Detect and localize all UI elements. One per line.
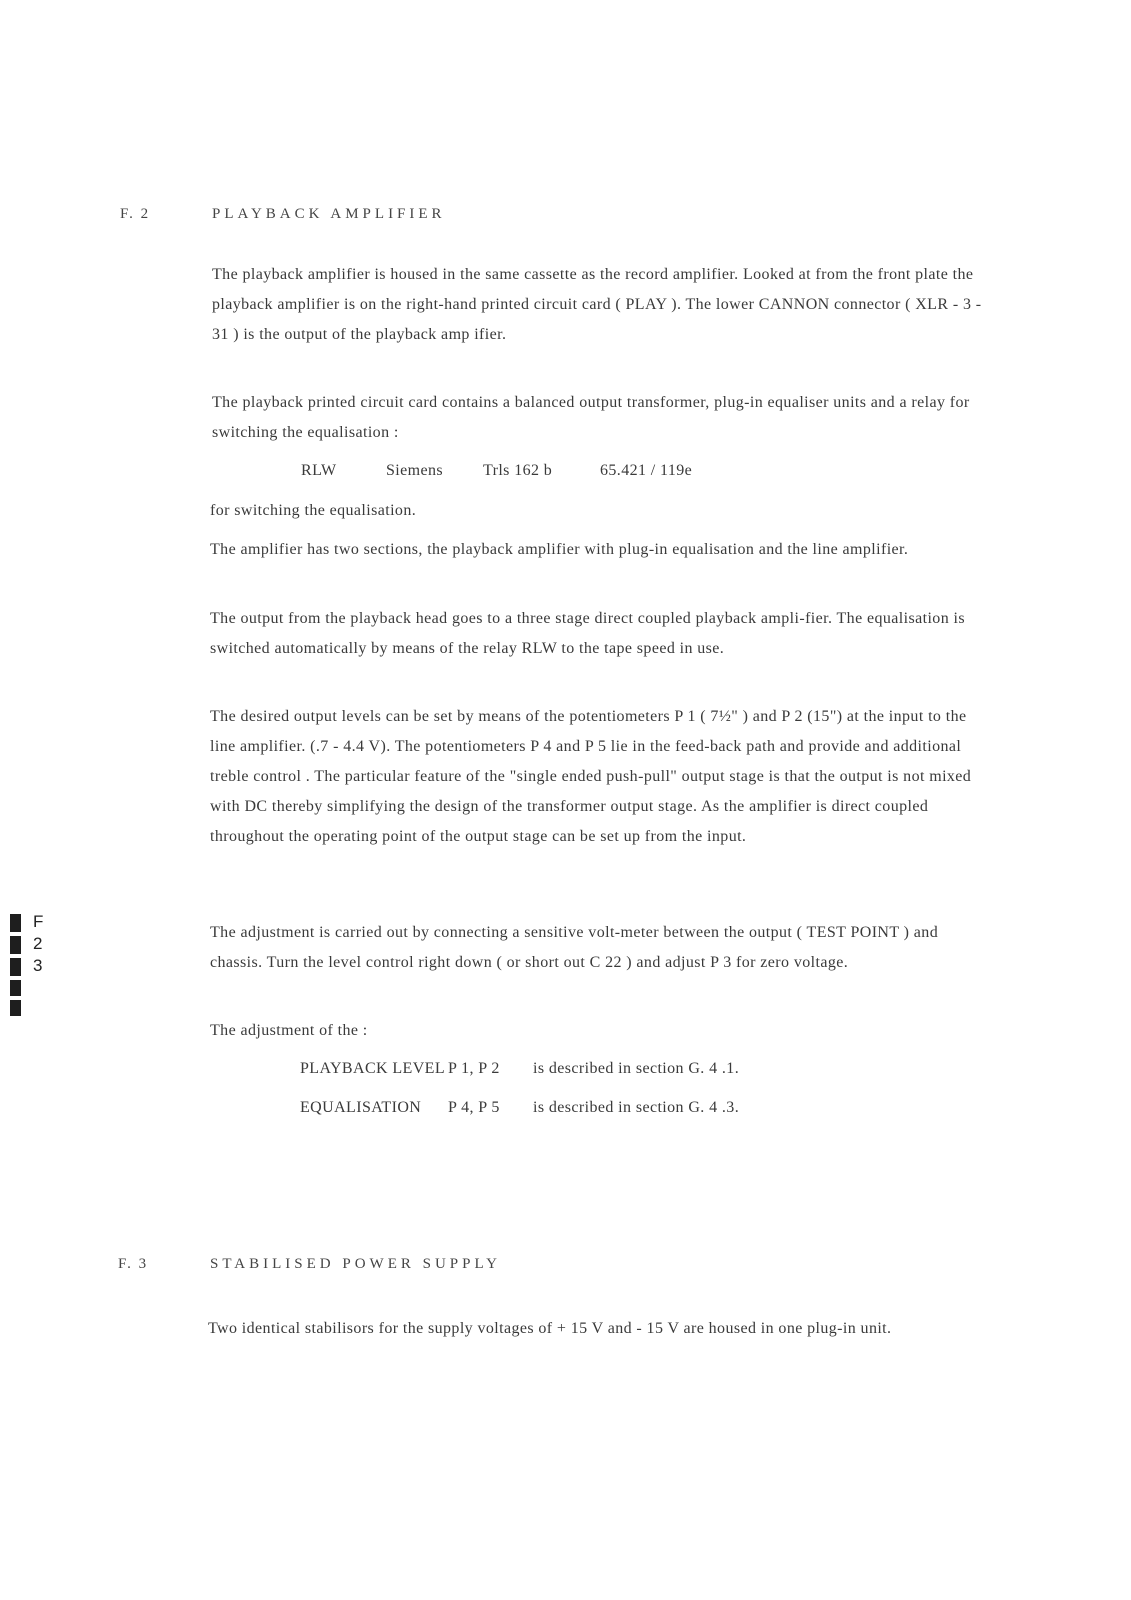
adjustment-pots: P 4, P 5 bbox=[448, 1099, 500, 1116]
section-f2-title: PLAYBACK AMPLIFIER bbox=[212, 206, 446, 222]
f2-paragraph-8: The adjustment of the : bbox=[210, 1022, 368, 1039]
side-tab-digit: 2 bbox=[33, 934, 43, 953]
f2-paragraph-6: The desired output levels can be set by means of the potentiometers P 1 ( 7½" ) and P 2 (15") at the input to the line amplifier. (.7 - 4.4 V). The potentiometers P 4 and P 5 lie in the feed-back path and provide and additional treble control . The particular feature of the "single ended push-pull" output stage is that the output is not mixed with DC thereby simplifying the design of the transformer output stage. As the amplifier is direct coupled throughout the operating point of the output stage can be set up from the input. bbox=[210, 708, 972, 845]
relay-type: Trls 162 b bbox=[483, 462, 553, 479]
relay-maker: Siemens bbox=[386, 462, 444, 479]
section-f3-title: STABILISED POWER SUPPLY bbox=[210, 1256, 501, 1272]
adjustment-name: PLAYBACK LEVEL bbox=[300, 1060, 446, 1077]
relay-part-number: 65.421 / 119e bbox=[600, 462, 693, 479]
side-tab-letter: F bbox=[33, 912, 44, 931]
f2-paragraph-7: The adjustment is carried out by connecting a sensitive volt-meter between the output ( TEST POINT ) and chassis. Turn the level control right down ( or short out C 22 ) and adjust P 3 for zero voltage. bbox=[210, 924, 939, 971]
tab-bar bbox=[10, 1000, 21, 1016]
section-f2-number: F. 2 bbox=[120, 206, 151, 222]
adjustment-ref: is described in section G. 4 .3. bbox=[533, 1099, 740, 1116]
section-f3-number: F. 3 bbox=[118, 1256, 149, 1272]
tab-bar bbox=[10, 914, 21, 932]
side-index-tab bbox=[10, 914, 52, 1018]
tab-bar bbox=[10, 980, 21, 996]
f2-paragraph-3: for switching the equalisation. bbox=[210, 502, 417, 519]
f2-paragraph-1: The playback amplifier is housed in the same cassette as the record amplifier. Looked at from the front plate the playback amplifier is on the right-hand printed circuit card ( PLAY ). The lower CANNON connector ( XLR - 3 - 31 ) is the output of the playback amp ifier. bbox=[212, 266, 982, 343]
f2-paragraph-2: The playback printed circuit card contains a balanced output transformer, plug-in equaliser units and a relay for switching the equalisation : bbox=[212, 394, 970, 441]
tab-bar bbox=[10, 958, 21, 976]
f2-paragraph-5: The output from the playback head goes to a three stage direct coupled playback ampli-fier. The equalisation is switched automatically by means of the relay RLW to the tape speed in use. bbox=[210, 610, 965, 657]
side-tab-digit: 3 bbox=[33, 956, 43, 975]
relay-code: RLW bbox=[301, 462, 337, 479]
f2-paragraph-4: The amplifier has two sections, the playback amplifier with plug-in equalisation and the line amplifier. bbox=[210, 541, 909, 558]
tab-bar bbox=[10, 936, 21, 954]
adjustment-pots: P 1, P 2 bbox=[448, 1060, 500, 1077]
f3-paragraph-1: Two identical stabilisors for the supply voltages of + 15 V and - 15 V are housed in one plug-in unit. bbox=[208, 1320, 892, 1337]
adjustment-ref: is described in section G. 4 .1. bbox=[533, 1060, 740, 1077]
adjustment-name: EQUALISATION bbox=[300, 1099, 422, 1116]
